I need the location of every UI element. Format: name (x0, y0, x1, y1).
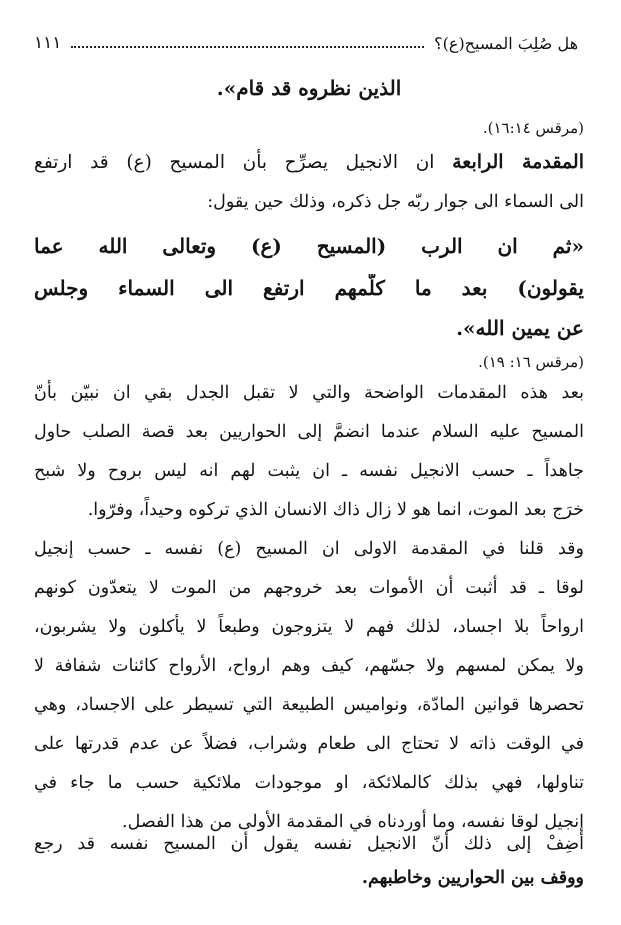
body-line-5: وقد قلنا في المقدمة الاولى ان المسيح (ع) نفسه ـ حسب إنجيل (34, 539, 584, 559)
body-line-3: جاهداً ـ حسب الانجيل نفسه ـ ان يثبت لهم انه ليس بروح ولا شبح (34, 461, 584, 481)
premise-four-line-2: الى السماء الى جوار ربّه جل ذكره، وذلك حين يقول: (207, 192, 584, 212)
premise-four-heading: المقدمة الرابعة (452, 151, 584, 173)
running-header (34, 28, 578, 58)
body-line-13: أضِفْ إلى ذلك أنّ الانجيل نفسه يقول أن المسيح نفسه قد رجع (34, 834, 584, 854)
body-line-11: تناولها، فهي بذلك كالملائكة، او موجودات ملائكية حسب ما جاء في (34, 773, 584, 793)
body-line-6: لوقا ـ قد أثبت أن الأموات بعد خروجهم من الموت لا يتعدّون كونهم (34, 578, 584, 598)
reference-mark-19: (مرقس ١٦: ١٩). (478, 353, 584, 371)
reference-mark-14: (مرقس ١٦:١٤). (482, 119, 584, 137)
premise-four-line-1: المقدمة الرابعة ان الانجيل يصرِّح بأن المسيح (ع) قد ارتفع (34, 151, 584, 173)
body-line-2: المسيح عليه السلام عندما انضمَّ إلى الحواريين بعد قصة الصلب حاول (34, 422, 584, 442)
page-number: ١١١ (34, 33, 62, 53)
header-title: هل صُلِبَ المسيح(ع)؟ (434, 33, 578, 53)
book-page (34, 18, 584, 908)
body-line-14: ووقف بين الحواريين وخاطبهم. (361, 868, 584, 888)
body-line-10: في الوقت ذاته لا تحتاج الى طعام وشراب، فضلاً عن عدم قدرتها على (34, 734, 584, 754)
body-line-8: ولا يمكن لمسهم ولا جسّهم، كيف وهم ارواح، الأرواح كائنات شفافة لا (34, 656, 584, 676)
body-line-12: إنجيل لوقا نفسه، وما أوردناه في المقدمة الأولى من هذا الفصل. (122, 812, 584, 832)
quote-line-4: عن يمين الله». (456, 316, 584, 340)
body-line-9: تحصرها قوانين المادّة، ونواميس الطبيعة التي تسيطر على الاجساد، وهي (34, 695, 584, 715)
body-line-1: بعد هذه المقدمات الواضحة والتي لا تقبل الجدل بقي ان نبيّن بأنّ (34, 383, 584, 403)
body-line-4: خرَج بعد الموت، انما هو لا زال ذاك الانسان الذي تركوه وحيداً، وفرّوا. (87, 500, 584, 520)
quote-line-1: الذين نظروه قد قام». (216, 76, 402, 100)
quote-line-2: «ثم ان الرب (المسيح (ع) وتعالى الله عما (34, 234, 584, 258)
quote-line-3: يقولون) بعد ما كلّمهم ارتفع الى السماء وجلس (34, 276, 584, 300)
header-dotted-leader (71, 46, 424, 48)
body-line-7: ارواحاً بلا اجساد، لذلك فهم لا يتزوجون وطبعاً لا يأكلون ولا يشربون، (34, 617, 584, 637)
